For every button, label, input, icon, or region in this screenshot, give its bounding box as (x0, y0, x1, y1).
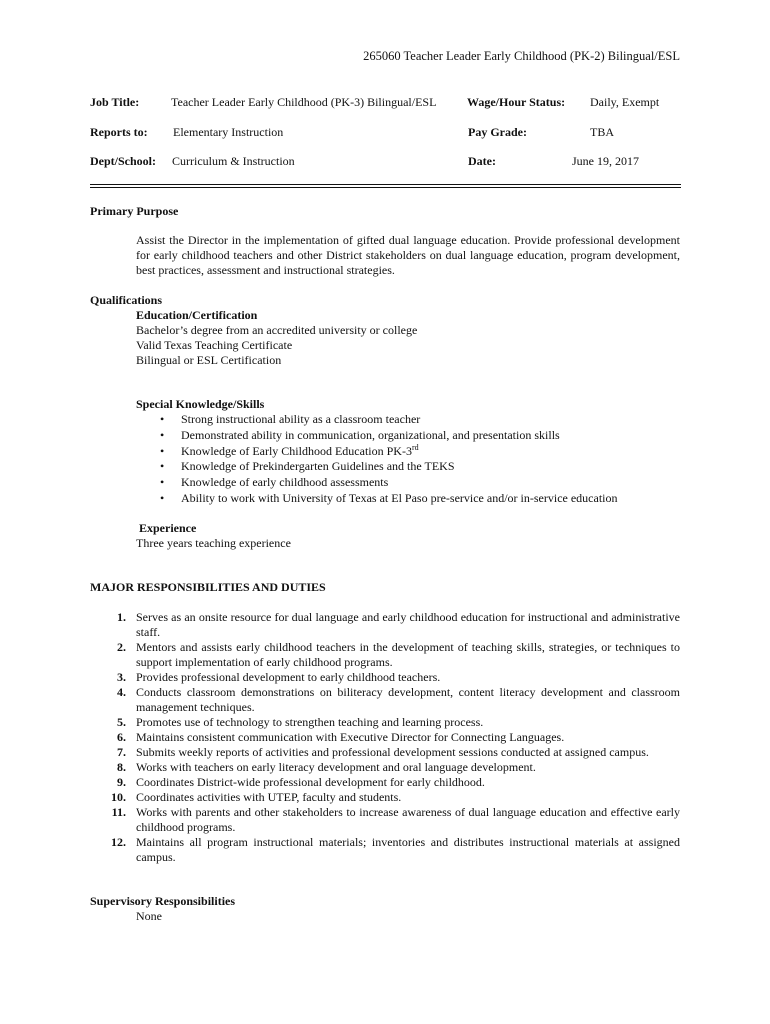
duty-text: Coordinates District-wide professional development for early childhood. (136, 775, 485, 789)
duty-number: 12. (111, 835, 126, 849)
meta-row-job-title (90, 95, 680, 111)
experience-title: Experience (139, 521, 197, 535)
meta-row-dept (90, 154, 680, 170)
duty-text: Mentors and assists early childhood teachers in the development of teaching skills, strategies, or techniques to support implementation of early childhood programs. (136, 640, 680, 669)
duty-text: Serves as an onsite resource for dual language and early childhood education for instructional and administrative staff. (136, 610, 680, 639)
list-item (136, 412, 618, 428)
dept-label: Dept/School: (90, 154, 156, 168)
duty-text: Conducts classroom demonstrations on biliteracy development, content literacy development and classroom management techniques. (136, 685, 680, 714)
supervisory-text: None (136, 909, 162, 923)
skill-text: Knowledge of Early Childhood Education PK-3 (181, 443, 412, 458)
list-item (90, 745, 680, 760)
bullet-icon: • (160, 459, 165, 474)
duty-text: Promotes use of technology to strengthen teaching and learning process. (136, 715, 484, 729)
experience-text: Three years teaching experience (136, 536, 291, 550)
skill-superscript: rd (411, 442, 419, 452)
list-item (136, 459, 618, 475)
wage-value: Daily, Exempt (590, 95, 660, 109)
education-item: Bachelor’s degree from an accredited university or college (136, 323, 418, 337)
document-reference: 265060 Teacher Leader Early Childhood (PK-2) Bilingual/ESL (363, 49, 680, 63)
duty-number: 8. (117, 760, 126, 774)
list-item (90, 670, 680, 685)
skill-text: Ability to work with University of Texas at El Paso pre-service and/or in-service education (181, 490, 618, 505)
bullet-icon: • (160, 443, 165, 458)
list-item (90, 790, 680, 805)
list-item (90, 730, 680, 745)
qualifications-title: Qualifications (90, 293, 163, 307)
education-item: Valid Texas Teaching Certificate (136, 338, 293, 352)
bullet-icon: • (160, 490, 165, 505)
divider-top (90, 184, 681, 185)
list-item (90, 715, 680, 730)
date-label: Date: (468, 154, 496, 168)
wage-label: Wage/Hour Status: (467, 95, 566, 109)
reports-value: Elementary Instruction (173, 125, 284, 139)
list-item (136, 428, 618, 444)
primary-purpose-text: Assist the Director in the implementation of gifted dual language education. Provide professional development for early childhood teachers and other District stakeholders on dual language education, program development, best practices, assessment and instructional strategies. (136, 233, 680, 277)
list-item (90, 640, 680, 670)
bullet-icon: • (160, 475, 165, 490)
duty-number: 6. (117, 730, 126, 744)
job-title-label: Job Title: (90, 95, 140, 109)
duty-text: Provides professional development to early childhood teachers. (136, 670, 441, 684)
duty-number: 4. (117, 685, 126, 699)
duty-number: 3. (117, 670, 126, 684)
list-item (90, 760, 680, 775)
bullet-icon: • (160, 427, 165, 442)
duty-number: 5. (117, 715, 126, 729)
duty-number: 2. (117, 640, 126, 654)
skill-text: Strong instructional ability as a classroom teacher (181, 412, 421, 426)
skills-list (136, 412, 618, 507)
list-item (90, 610, 680, 640)
skill-text: Knowledge of early childhood assessments (181, 475, 389, 490)
dept-value: Curriculum & Instruction (172, 154, 295, 168)
job-title-value: Teacher Leader Early Childhood (PK-3) Bilingual/ESL (171, 95, 437, 109)
duty-number: 1. (117, 610, 126, 624)
list-item (90, 835, 680, 865)
duties-title: MAJOR RESPONSIBILITIES AND DUTIES (90, 580, 326, 594)
list-item (90, 805, 680, 835)
skill-text: Demonstrated ability in communication, organizational, and presentation skills (181, 427, 560, 442)
duty-text: Works with teachers on early literacy development and oral language development. (136, 760, 536, 774)
duty-text: Submits weekly reports of activities and professional development sessions conducted at assigned campus. (136, 745, 649, 759)
pay-grade-label: Pay Grade: (468, 125, 527, 139)
duty-number: 9. (117, 775, 126, 789)
list-item (90, 775, 680, 790)
education-list (136, 323, 417, 368)
list-item (90, 685, 680, 715)
skill-text: Knowledge of Prekindergarten Guidelines and the TEKS (181, 459, 455, 474)
pay-grade-value: TBA (590, 125, 614, 139)
duty-text: Works with parents and other stakeholders to increase awareness of dual language education and effective early childhood programs. (136, 805, 680, 834)
supervisory-title: Supervisory Responsibilities (90, 894, 236, 908)
divider-bottom (90, 187, 681, 188)
duties-list (90, 610, 680, 865)
education-title: Education/Certification (136, 308, 258, 322)
primary-purpose-title: Primary Purpose (90, 204, 179, 218)
skills-title: Special Knowledge/Skills (136, 397, 265, 411)
education-item: Bilingual or ESL Certification (136, 353, 282, 367)
reports-label: Reports to: (90, 125, 148, 139)
duty-number: 7. (117, 745, 126, 759)
duty-text: Maintains all program instructional materials; inventories and distributes instructional materials at assigned campus. (136, 835, 680, 864)
duty-number: 10. (111, 790, 126, 804)
list-item (136, 444, 618, 460)
duty-text: Coordinates activities with UTEP, faculty and students. (136, 790, 402, 804)
duty-text: Maintains consistent communication with Executive Director for Connecting Languages. (136, 730, 565, 744)
list-item (136, 475, 618, 491)
list-item (136, 491, 618, 507)
meta-row-reports (90, 125, 680, 141)
date-value: June 19, 2017 (572, 154, 639, 168)
duty-number: 11. (111, 805, 126, 819)
bullet-icon: • (160, 412, 165, 426)
